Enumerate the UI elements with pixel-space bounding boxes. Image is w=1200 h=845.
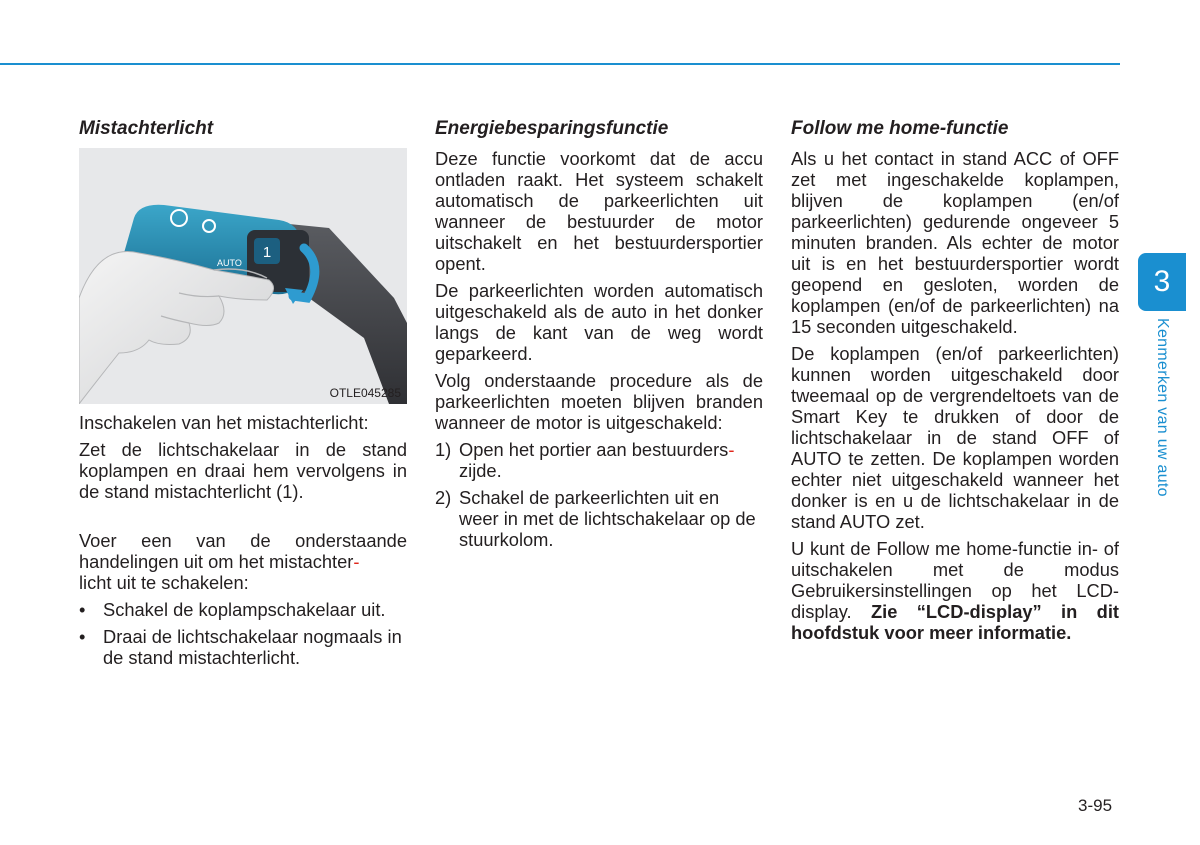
light-switch-illustration	[79, 148, 407, 404]
list-item	[435, 487, 763, 550]
hyphenation-mark: -	[728, 439, 735, 460]
paragraph-disable-part-b: licht uit te schakelen:	[79, 572, 249, 593]
figure-badge: 1	[262, 244, 272, 261]
step-marker: 2)	[435, 487, 452, 508]
list-item-text: Schakel de koplampschakelaar uit.	[103, 599, 386, 620]
list-item	[435, 439, 763, 481]
paragraph-follow-3-plain: U kunt de Follow me home-functie in- of uitschakelen met de modus Gebruikersinstellingen op het LCD-display.	[791, 538, 1119, 622]
top-rule	[0, 63, 1120, 65]
paragraph-follow-3	[791, 538, 1119, 643]
list-item	[79, 626, 407, 668]
paragraph-enable-intro: Inschakelen van het mistachterlicht:	[79, 412, 369, 433]
paragraph-energie-2: De parkeerlichten worden automatisch uitgeschakeld als de auto in het donker langs de kant van de weg wordt geparkeerd.	[435, 280, 763, 364]
list-item-text: Draai de lichtschakelaar nogmaals in de stand mistachterlicht.	[103, 626, 402, 668]
section-follow-me-home	[791, 116, 1119, 649]
light-switch-graphic	[79, 148, 407, 404]
step-text-a: Schakel de parkeerlichten uit en weer in met de lichtschakelaar op de stuurkolom.	[459, 487, 756, 550]
list-item	[79, 599, 407, 620]
chapter-title: Kenmerken van uw auto	[1154, 318, 1171, 497]
paragraph-enable-steps: Zet de lichtschakelaar in de stand koplampen en draai hem vervolgens in de stand mistachterlicht (1).	[79, 439, 407, 502]
bullet-marker: •	[79, 626, 86, 647]
step-marker: 1)	[435, 439, 452, 460]
procedure-steps	[435, 439, 763, 550]
page-number: 3-95	[1078, 796, 1113, 815]
paragraph-follow-2: De koplampen (en/of parkeerlichten) kunnen worden uitgeschakeld door tweemaal op de vergrendeltoets van de Smart Key te drukken of door de lichtschakelaar in de stand OFF of AUTO te zetten. De koplampen worden echter niet uitgeschakeld wanneer het donker is en u de lichtschakelaar in de stand AUTO zet.	[791, 343, 1119, 532]
step-text-a: Open het portier aan bestuurders	[459, 439, 729, 460]
bullet-marker: •	[79, 599, 86, 620]
section-mistachterlicht	[79, 116, 407, 674]
paragraph-energie-1: Deze functie voorkomt dat de accu ontladen raakt. Het systeem schakelt automatisch de parkeerlichten uit wanneer de bestuurder de motor uitschakelt en het bestuurdersportier opent.	[435, 148, 763, 274]
cross-reference: Zie “LCD-display” in dit hoofdstuk voor meer informatie.	[791, 601, 1119, 643]
figure-switch-label: AUTO	[217, 258, 242, 268]
heading-energiebesparing: Energiebesparingsfunctie	[435, 118, 669, 139]
heading-follow-me-home: Follow me home-functie	[791, 118, 1009, 139]
paragraph-disable-intro	[79, 530, 407, 593]
figure-code: OTLE045285	[329, 386, 401, 400]
paragraph-disable-part-a: Voer een van de onderstaande handelingen uit om het mistachter	[79, 530, 407, 572]
heading-mistachterlicht: Mistachterlicht	[79, 118, 214, 139]
chapter-number-tab: 3	[1138, 253, 1186, 311]
hyphenation-mark: -	[353, 551, 360, 572]
section-energiebesparing	[435, 116, 763, 556]
paragraph-energie-3: Volg onderstaande procedure als de parkeerlichten moeten blijven branden wanneer de motor is uitgeschakeld:	[435, 370, 763, 433]
disable-options-list	[79, 599, 407, 668]
step-text-b: zijde.	[459, 460, 502, 481]
paragraph-follow-1: Als u het contact in stand ACC of OFF zet met ingeschakelde koplampen, blijven de koplampen (en/of parkeerlichten) gedurende ongeveer 5 minuten branden. Als echter de motor uit is en het bestuurdersportier wordt geopend en gesloten, worden de koplampen (en/of de parkeerlichten) na 15 seconden uitgeschakeld.	[791, 148, 1119, 337]
